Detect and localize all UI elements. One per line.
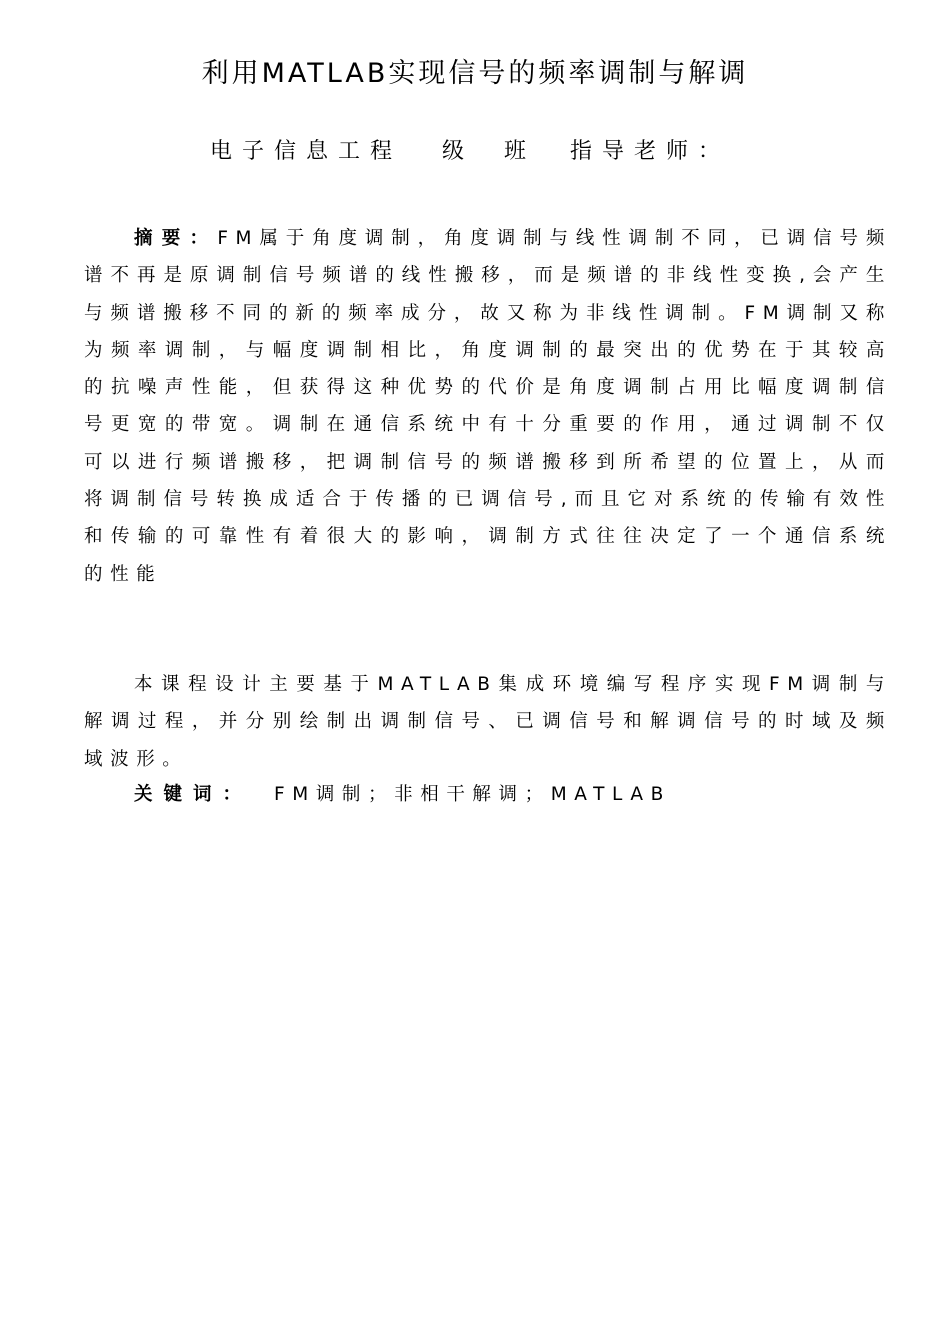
byline-advisor: 指导老师： bbox=[570, 139, 731, 164]
keywords-text: FM调制；非相干解调；MATLAB bbox=[274, 784, 671, 805]
byline-major: 电子信息工程 bbox=[210, 139, 403, 164]
keywords-line bbox=[84, 776, 892, 813]
keywords-label: 关键词： bbox=[134, 784, 253, 805]
abstract-label: 摘要： bbox=[134, 228, 218, 249]
abstract-text: FM属于角度调制，角度调制与线性调制不同，已调信号频谱不再是原调制信号频谱的线性搬移，而是频谱的非线性变换,会产生与频谱搬移不同的新的频率成分，故又称为非线性调制。FM调制又称为频率调制，与幅度调制相比，角度调制的最突出的优势在于其较高的抗噪声性能，但获得这种优势的代价是角度调制占用比幅度调制信号更宽的带宽。调制在通信系统中有十分重要的作用，通过调制不仅可以进行频谱搬移，把调制信号的频谱搬移到所希望的位置上，从而将调制信号转换成适合于传播的已调信号,而且它对系统的传输有效性和传输的可靠性有着很大的影响，调制方式往往决定了一个通信系统的性能 bbox=[84, 228, 892, 585]
byline-grade: 级 bbox=[442, 139, 475, 164]
abstract-paragraph bbox=[84, 220, 892, 593]
author-byline bbox=[210, 134, 730, 170]
byline-class: 班 bbox=[504, 139, 537, 164]
course-description-paragraph: 本课程设计主要基于MATLAB集成环境编写程序实现FM调制与解调过程，并分别绘制出调制信号、已调信号和解调信号的时域及频域波形。 bbox=[84, 674, 892, 770]
document-title: 利用MATLAB实现信号的频率调制与解调 bbox=[201, 58, 749, 89]
